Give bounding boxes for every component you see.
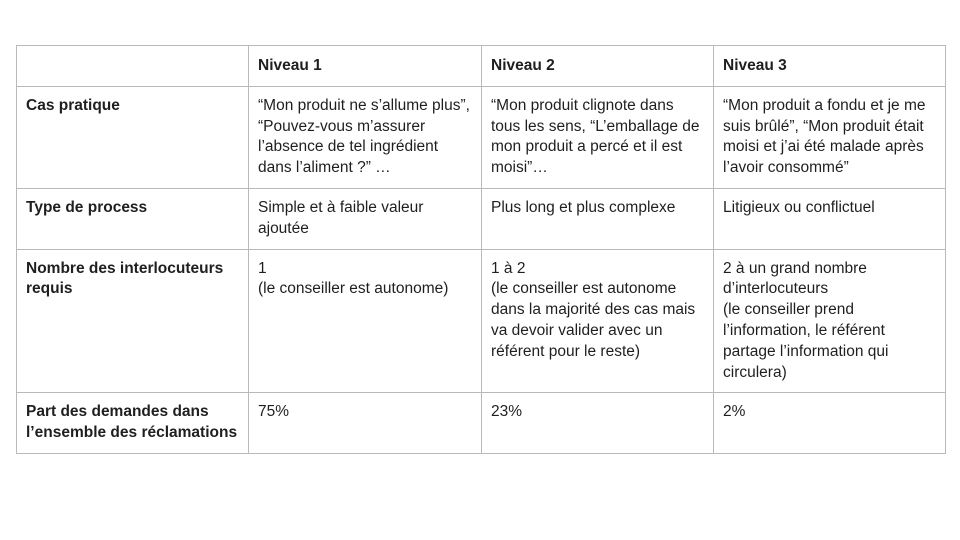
cell-cas-pratique-niveau-3: “Mon produit a fondu et je me suis brûlé”, “Mon produit était moisi et j’ai été malade après l’avoir consommé” (714, 86, 946, 188)
cell-nombre-interlocuteurs-niveau-3: 2 à un grand nombre d’interlocuteurs (le conseiller prend l’information, le référent partage l’information qui circulera) (714, 249, 946, 393)
row-cas-pratique (17, 86, 946, 188)
header-row (17, 46, 946, 87)
row-label-type-de-process: Type de process (17, 188, 249, 249)
header-niveau-2: Niveau 2 (482, 46, 714, 87)
header-niveau-1: Niveau 1 (249, 46, 482, 87)
cell-type-de-process-niveau-3: Litigieux ou conflictuel (714, 188, 946, 249)
cell-cas-pratique-niveau-1: “Mon produit ne s’allume plus”, “Pouvez-vous m’assurer l’absence de tel ingrédient dans l’aliment ?” … (249, 86, 482, 188)
header-corner-cell (17, 46, 249, 87)
row-label-part-des-demandes: Part des demandes dans l’ensemble des réclamations (17, 393, 249, 454)
complaint-levels-table (16, 45, 946, 454)
cell-part-des-demandes-niveau-2: 23% (482, 393, 714, 454)
cell-part-des-demandes-niveau-1: 75% (249, 393, 482, 454)
row-nombre-interlocuteurs (17, 249, 946, 393)
row-type-de-process (17, 188, 946, 249)
cell-type-de-process-niveau-1: Simple et à faible valeur ajoutée (249, 188, 482, 249)
header-niveau-3: Niveau 3 (714, 46, 946, 87)
cell-nombre-interlocuteurs-niveau-1: 1 (le conseiller est autonome) (249, 249, 482, 393)
cell-nombre-interlocuteurs-niveau-2: 1 à 2 (le conseiller est autonome dans la majorité des cas mais va devoir valider avec un référent pour le reste) (482, 249, 714, 393)
row-label-cas-pratique: Cas pratique (17, 86, 249, 188)
cell-cas-pratique-niveau-2: “Mon produit clignote dans tous les sens, “L’emballage de mon produit a percé et il est moisi”… (482, 86, 714, 188)
cell-type-de-process-niveau-2: Plus long et plus complexe (482, 188, 714, 249)
row-label-nombre-interlocuteurs: Nombre des interlocuteurs requis (17, 249, 249, 393)
row-part-des-demandes (17, 393, 946, 454)
cell-part-des-demandes-niveau-3: 2% (714, 393, 946, 454)
